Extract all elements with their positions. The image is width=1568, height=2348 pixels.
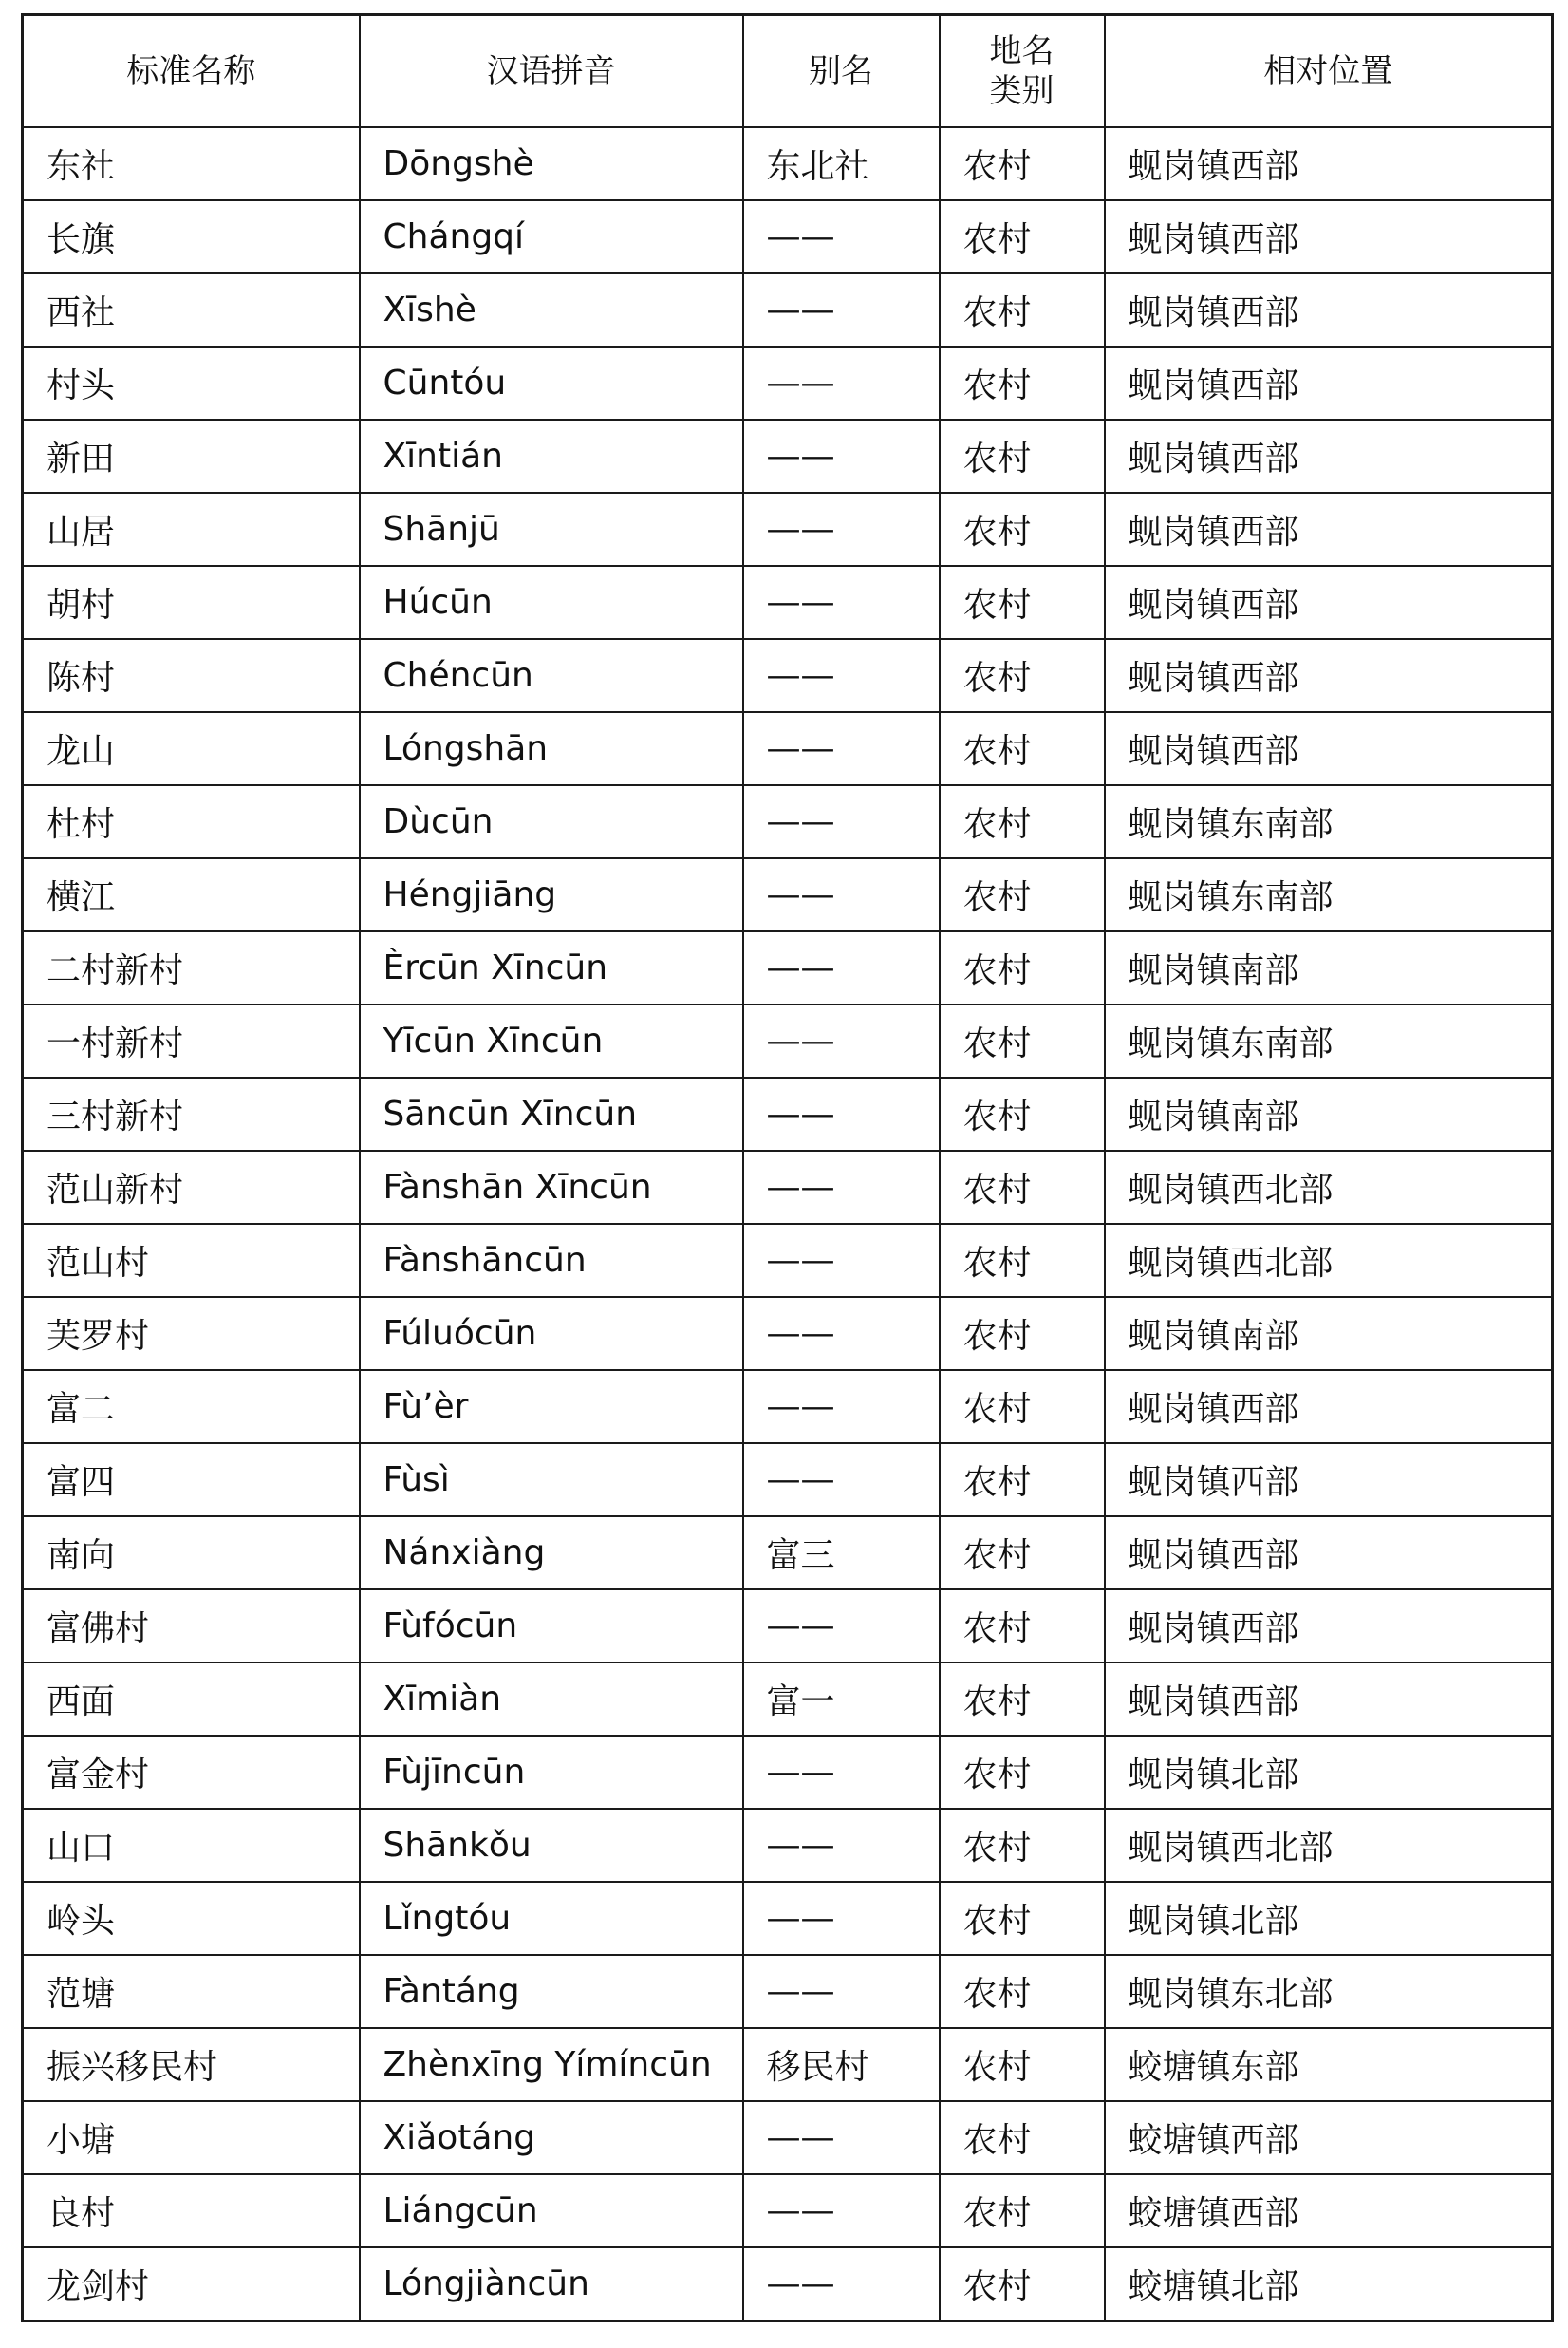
cell-standard-name: 龙剑村	[23, 2247, 360, 2321]
cell-alias: 东北社	[743, 127, 940, 200]
cell-alias: ——	[743, 493, 940, 566]
header-pinyin: 汉语拼音	[360, 15, 743, 128]
cell-pinyin: Xiǎotáng	[360, 2101, 743, 2174]
cell-standard-name: 范山新村	[23, 1151, 360, 1224]
cell-alias: ——	[743, 2174, 940, 2247]
table-row	[23, 1370, 1553, 1443]
cell-relative-location: 蚬岗镇西部	[1105, 127, 1553, 200]
cell-place-type: 农村	[940, 2247, 1105, 2321]
cell-alias: ——	[743, 639, 940, 712]
cell-standard-name: 横江	[23, 858, 360, 931]
table-row	[23, 273, 1553, 347]
cell-place-type: 农村	[940, 420, 1105, 493]
cell-relative-location: 蚬岗镇北部	[1105, 1882, 1553, 1955]
cell-place-type: 农村	[940, 2028, 1105, 2101]
cell-pinyin: Fàntáng	[360, 1955, 743, 2028]
table-row	[23, 1882, 1553, 1955]
table-row	[23, 347, 1553, 420]
cell-alias: 富三	[743, 1516, 940, 1589]
cell-standard-name: 山居	[23, 493, 360, 566]
cell-place-type: 农村	[940, 1882, 1105, 1955]
cell-alias: ——	[743, 566, 940, 639]
cell-relative-location: 蚬岗镇西部	[1105, 420, 1553, 493]
cell-alias: ——	[743, 1297, 940, 1370]
cell-standard-name: 三村新村	[23, 1078, 360, 1151]
cell-place-type: 农村	[940, 858, 1105, 931]
cell-standard-name: 村头	[23, 347, 360, 420]
cell-alias: ——	[743, 1955, 940, 2028]
cell-pinyin: Lǐngtóu	[360, 1882, 743, 1955]
cell-alias: 富一	[743, 1662, 940, 1736]
cell-relative-location: 蚬岗镇东南部	[1105, 785, 1553, 858]
cell-relative-location: 蛟塘镇西部	[1105, 2174, 1553, 2247]
cell-relative-location: 蚬岗镇西部	[1105, 273, 1553, 347]
cell-place-type: 农村	[940, 2101, 1105, 2174]
cell-relative-location: 蚬岗镇西部	[1105, 200, 1553, 273]
cell-alias: ——	[743, 712, 940, 785]
header-place-type-line1: 地名	[989, 32, 1055, 70]
header-standard-name: 标准名称	[23, 15, 360, 128]
cell-standard-name: 南向	[23, 1516, 360, 1589]
cell-pinyin: Xīntián	[360, 420, 743, 493]
cell-place-type: 农村	[940, 1809, 1105, 1882]
cell-place-type: 农村	[940, 273, 1105, 347]
cell-standard-name: 西面	[23, 1662, 360, 1736]
cell-pinyin: Héngjiāng	[360, 858, 743, 931]
cell-pinyin: Fànshān Xīncūn	[360, 1151, 743, 1224]
cell-place-type: 农村	[940, 1443, 1105, 1516]
cell-standard-name: 龙山	[23, 712, 360, 785]
cell-standard-name: 长旗	[23, 200, 360, 273]
cell-place-type: 农村	[940, 566, 1105, 639]
cell-standard-name: 振兴移民村	[23, 2028, 360, 2101]
cell-standard-name: 岭头	[23, 1882, 360, 1955]
table-row	[23, 2174, 1553, 2247]
cell-relative-location: 蚬岗镇西北部	[1105, 1151, 1553, 1224]
cell-relative-location: 蚬岗镇东南部	[1105, 1005, 1553, 1078]
cell-alias: ——	[743, 2247, 940, 2321]
cell-alias: ——	[743, 1589, 940, 1662]
table-body	[23, 127, 1553, 2321]
cell-pinyin: Xīmiàn	[360, 1662, 743, 1736]
cell-place-type: 农村	[940, 347, 1105, 420]
table-row	[23, 420, 1553, 493]
table-row	[23, 1151, 1553, 1224]
cell-alias: ——	[743, 2101, 940, 2174]
cell-place-type: 农村	[940, 1005, 1105, 1078]
cell-standard-name: 小塘	[23, 2101, 360, 2174]
table-row	[23, 1736, 1553, 1809]
header-alias: 别名	[743, 15, 940, 128]
cell-pinyin: Lóngjiàncūn	[360, 2247, 743, 2321]
cell-relative-location: 蛟塘镇北部	[1105, 2247, 1553, 2321]
cell-pinyin: Cūntóu	[360, 347, 743, 420]
cell-relative-location: 蚬岗镇南部	[1105, 1297, 1553, 1370]
place-name-table	[21, 13, 1554, 2322]
cell-standard-name: 二村新村	[23, 931, 360, 1005]
cell-standard-name: 富金村	[23, 1736, 360, 1809]
cell-relative-location: 蚬岗镇东南部	[1105, 858, 1553, 931]
cell-alias: ——	[743, 1151, 940, 1224]
cell-place-type: 农村	[940, 639, 1105, 712]
table-row	[23, 931, 1553, 1005]
cell-place-type: 农村	[940, 127, 1105, 200]
table-row	[23, 2101, 1553, 2174]
cell-alias: ——	[743, 1443, 940, 1516]
cell-pinyin: Yīcūn Xīncūn	[360, 1005, 743, 1078]
cell-alias: ——	[743, 1370, 940, 1443]
cell-pinyin: Xīshè	[360, 273, 743, 347]
table-row	[23, 1809, 1553, 1882]
cell-relative-location: 蚬岗镇西部	[1105, 639, 1553, 712]
cell-pinyin: Liángcūn	[360, 2174, 743, 2247]
gazetteer-page	[21, 13, 1551, 2322]
cell-pinyin: Fànshāncūn	[360, 1224, 743, 1297]
table-row	[23, 1589, 1553, 1662]
cell-place-type: 农村	[940, 1662, 1105, 1736]
cell-standard-name: 山口	[23, 1809, 360, 1882]
cell-alias: ——	[743, 420, 940, 493]
cell-alias: ——	[743, 1078, 940, 1151]
table-header-row	[23, 15, 1553, 128]
table-row	[23, 858, 1553, 931]
cell-standard-name: 一村新村	[23, 1005, 360, 1078]
header-place-type-line2: 类别	[989, 72, 1055, 110]
cell-pinyin: Fùsì	[360, 1443, 743, 1516]
cell-place-type: 农村	[940, 1370, 1105, 1443]
cell-place-type: 农村	[940, 1297, 1105, 1370]
cell-pinyin: Lóngshān	[360, 712, 743, 785]
cell-pinyin: Èrcūn Xīncūn	[360, 931, 743, 1005]
cell-relative-location: 蚬岗镇西部	[1105, 1370, 1553, 1443]
table-row	[23, 493, 1553, 566]
cell-alias: ——	[743, 200, 940, 273]
cell-alias: ——	[743, 1005, 940, 1078]
cell-place-type: 农村	[940, 1736, 1105, 1809]
cell-standard-name: 新田	[23, 420, 360, 493]
cell-pinyin: Nánxiàng	[360, 1516, 743, 1589]
cell-pinyin: Chángqí	[360, 200, 743, 273]
cell-relative-location: 蚬岗镇北部	[1105, 1736, 1553, 1809]
cell-pinyin: Fùjīncūn	[360, 1736, 743, 1809]
cell-standard-name: 范塘	[23, 1955, 360, 2028]
cell-relative-location: 蚬岗镇西部	[1105, 1516, 1553, 1589]
table-row	[23, 200, 1553, 273]
cell-place-type: 农村	[940, 1078, 1105, 1151]
cell-relative-location: 蚬岗镇西部	[1105, 1589, 1553, 1662]
table-row	[23, 1078, 1553, 1151]
cell-relative-location: 蚬岗镇南部	[1105, 1078, 1553, 1151]
cell-standard-name: 富二	[23, 1370, 360, 1443]
table-row	[23, 1005, 1553, 1078]
cell-place-type: 农村	[940, 785, 1105, 858]
cell-place-type: 农村	[940, 931, 1105, 1005]
cell-pinyin: Fù’èr	[360, 1370, 743, 1443]
header-relative-location: 相对位置	[1105, 15, 1553, 128]
cell-alias: 移民村	[743, 2028, 940, 2101]
cell-alias: ——	[743, 273, 940, 347]
cell-alias: ——	[743, 858, 940, 931]
table-row	[23, 712, 1553, 785]
cell-relative-location: 蚬岗镇西部	[1105, 712, 1553, 785]
cell-pinyin: Fúluócūn	[360, 1297, 743, 1370]
table-row	[23, 1955, 1553, 2028]
table-row	[23, 566, 1553, 639]
cell-relative-location: 蚬岗镇西部	[1105, 1662, 1553, 1736]
cell-standard-name: 范山村	[23, 1224, 360, 1297]
table-row	[23, 127, 1553, 200]
cell-pinyin: Shānjū	[360, 493, 743, 566]
cell-standard-name: 东社	[23, 127, 360, 200]
cell-standard-name: 富佛村	[23, 1589, 360, 1662]
cell-relative-location: 蚬岗镇西北部	[1105, 1224, 1553, 1297]
cell-alias: ——	[743, 785, 940, 858]
cell-standard-name: 良村	[23, 2174, 360, 2247]
cell-place-type: 农村	[940, 712, 1105, 785]
cell-relative-location: 蚬岗镇东北部	[1105, 1955, 1553, 2028]
cell-alias: ——	[743, 1224, 940, 1297]
cell-relative-location: 蚬岗镇西部	[1105, 347, 1553, 420]
cell-alias: ——	[743, 1882, 940, 1955]
table-row	[23, 639, 1553, 712]
cell-alias: ——	[743, 347, 940, 420]
cell-pinyin: Húcūn	[360, 566, 743, 639]
table-row	[23, 1297, 1553, 1370]
cell-place-type: 农村	[940, 1955, 1105, 2028]
cell-place-type: 农村	[940, 200, 1105, 273]
cell-relative-location: 蚬岗镇西部	[1105, 493, 1553, 566]
cell-place-type: 农村	[940, 1224, 1105, 1297]
cell-standard-name: 陈村	[23, 639, 360, 712]
table-row	[23, 785, 1553, 858]
cell-relative-location: 蛟塘镇西部	[1105, 2101, 1553, 2174]
cell-standard-name: 西社	[23, 273, 360, 347]
table-row	[23, 1224, 1553, 1297]
table-row	[23, 1662, 1553, 1736]
cell-place-type: 农村	[940, 2174, 1105, 2247]
cell-place-type: 农村	[940, 1589, 1105, 1662]
cell-pinyin: Shānkǒu	[360, 1809, 743, 1882]
cell-place-type: 农村	[940, 1516, 1105, 1589]
table-row	[23, 1443, 1553, 1516]
table-row	[23, 1516, 1553, 1589]
cell-pinyin: Dùcūn	[360, 785, 743, 858]
cell-pinyin: Sāncūn Xīncūn	[360, 1078, 743, 1151]
table-row	[23, 2028, 1553, 2101]
cell-relative-location: 蚬岗镇西北部	[1105, 1809, 1553, 1882]
table-row	[23, 2247, 1553, 2321]
cell-relative-location: 蚬岗镇西部	[1105, 566, 1553, 639]
cell-relative-location: 蚬岗镇南部	[1105, 931, 1553, 1005]
cell-standard-name: 富四	[23, 1443, 360, 1516]
cell-relative-location: 蛟塘镇东部	[1105, 2028, 1553, 2101]
cell-pinyin: Dōngshè	[360, 127, 743, 200]
cell-alias: ——	[743, 1809, 940, 1882]
cell-standard-name: 胡村	[23, 566, 360, 639]
cell-relative-location: 蚬岗镇西部	[1105, 1443, 1553, 1516]
cell-standard-name: 芙罗村	[23, 1297, 360, 1370]
cell-place-type: 农村	[940, 1151, 1105, 1224]
cell-pinyin: Chéncūn	[360, 639, 743, 712]
cell-place-type: 农村	[940, 493, 1105, 566]
cell-pinyin: Zhènxīng Yímíncūn	[360, 2028, 743, 2101]
cell-pinyin: Fùfócūn	[360, 1589, 743, 1662]
cell-alias: ——	[743, 931, 940, 1005]
header-place-type	[940, 15, 1105, 128]
cell-standard-name: 杜村	[23, 785, 360, 858]
cell-alias: ——	[743, 1736, 940, 1809]
